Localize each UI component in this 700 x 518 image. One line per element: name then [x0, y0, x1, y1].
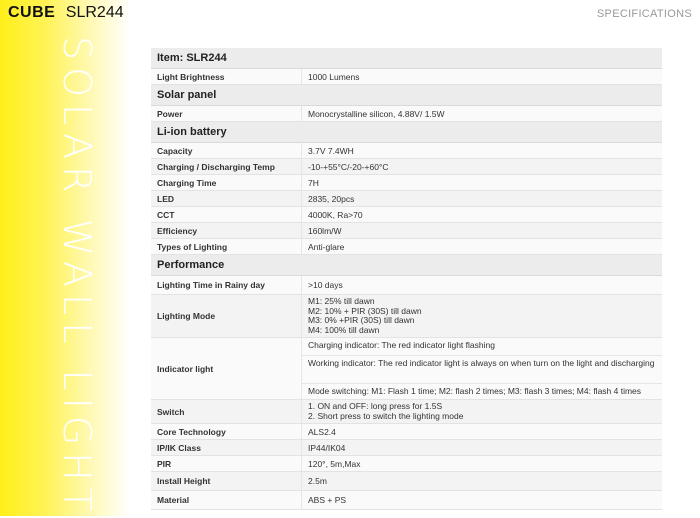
row-value [302, 400, 662, 423]
mode-line: M2: 10% + PIR (30S) till dawn [308, 305, 422, 316]
mode-line: M4: 100% till dawn [308, 324, 380, 335]
row-value: 3.7V 7.4WH [308, 145, 354, 156]
table-row [151, 191, 662, 207]
mode-line: M1: 25% till dawn [308, 296, 375, 306]
row-label: CCT [151, 207, 302, 222]
row-value: Monocrystalline silicon, 4.88V/ 1.5W [308, 108, 445, 119]
row-value: 4000K, Ra>70 [308, 209, 363, 220]
row-label: Core Technology [151, 424, 302, 439]
table-row [151, 440, 662, 456]
row-label: Lighting Mode [151, 295, 302, 337]
row-value: IP44/IK04 [308, 442, 346, 453]
table-row [151, 338, 662, 400]
table-row [151, 239, 662, 255]
table-row [151, 472, 662, 491]
table-row [151, 491, 662, 510]
table-row [151, 207, 662, 223]
table-row [151, 276, 662, 295]
table-row [151, 159, 662, 175]
indicator-line: Working indicator: The red indicator light is always on when turn on the light and discharging [302, 356, 662, 384]
row-value: 1000 Lumens [308, 71, 360, 82]
row-value: 160lm/W [308, 225, 342, 236]
indicator-line: Mode switching: M1: Flash 1 time; M2: flash 2 times; M3: flash 3 times; M4: flash 4 times [308, 386, 642, 396]
table-row [151, 400, 662, 424]
table-row [151, 175, 662, 191]
row-label: Material [151, 491, 302, 509]
row-label: Light Brightness [151, 69, 302, 84]
row-label: Install Height [151, 472, 302, 490]
row-value: 7H [308, 177, 319, 188]
switch-line: 1. ON and OFF: long press for 1.5S [308, 401, 443, 411]
row-value: -10-+55°C/-20-+60°C [308, 161, 389, 172]
row-value: 2835, 20pcs [308, 193, 355, 204]
row-label: PIR [151, 456, 302, 471]
row-value: 2.5m [308, 476, 327, 486]
row-label: Charging Time [151, 175, 302, 190]
section-header: Li-ion battery [151, 122, 662, 143]
row-value: Anti-glare [308, 241, 345, 252]
row-label: LED [151, 191, 302, 206]
mode-line: M3: 0% +PIR (30S) till dawn [308, 315, 415, 325]
table-row [151, 223, 662, 239]
table-row [151, 424, 662, 440]
switch-line: 2. Short press to switch the lighting mode [308, 410, 464, 421]
row-label: Capacity [151, 143, 302, 158]
table-row [151, 295, 662, 338]
header-brand [8, 4, 124, 22]
table-row [151, 456, 662, 472]
row-label: Types of Lighting [151, 239, 302, 254]
row-label: Indicator light [151, 338, 302, 399]
row-value [302, 295, 662, 337]
section-title: SPECIFICATIONS [596, 8, 692, 20]
section-header: Solar panel [151, 85, 662, 106]
row-label: Power [151, 106, 302, 121]
row-label: Switch [151, 400, 302, 423]
row-label: Charging / Discharging Temp [151, 159, 302, 174]
indicator-subcells [302, 338, 662, 399]
row-value: ALS2.4 [308, 426, 336, 437]
row-value: ABS + PS [308, 495, 347, 505]
spec-table [151, 48, 662, 510]
brand-logo: CUBE [8, 4, 56, 21]
row-value: 120°, 5m,Max [308, 458, 361, 469]
indicator-line: Charging indicator: The red indicator light flashing [302, 338, 662, 356]
row-value: >10 days [308, 280, 343, 290]
table-row [151, 143, 662, 159]
table-title: Item: SLR244 [151, 48, 662, 69]
row-label: Lighting Time in Rainy day [151, 276, 302, 294]
table-row [151, 106, 662, 122]
section-header: Performance [151, 255, 662, 276]
vertical-product-title: SOLAR WALL LIGHT [55, 36, 99, 518]
model-name: SLR244 [65, 4, 124, 21]
row-label: IP/IK Class [151, 440, 302, 455]
row-label: Efficiency [151, 223, 302, 238]
table-row [151, 69, 662, 85]
